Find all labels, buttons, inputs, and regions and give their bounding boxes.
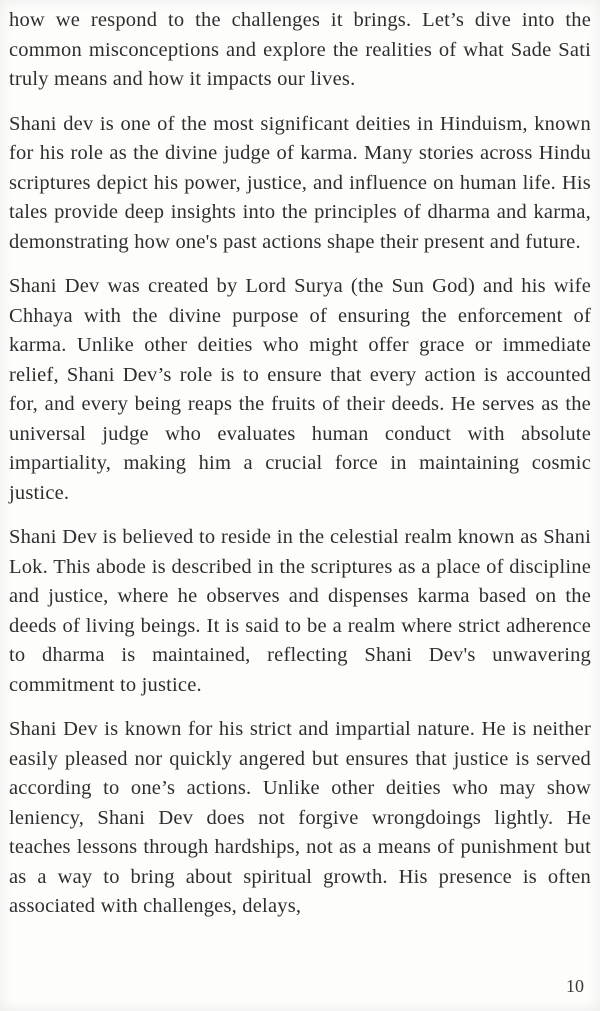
paragraph-shani-dev-significance: Shani dev is one of the most significant deities in Hinduism, known for his role as the divine judge of karma. Many stories across Hindu scriptures depict his power, justice, and influence on human life. His tales provide deep insights into the principles of dharma and karma, demonstrating how one's past actions shape their present and future. bbox=[9, 112, 591, 253]
page-number: 10 bbox=[566, 976, 584, 996]
paragraph-shani-dev-nature: Shani Dev is known for his strict and impartial nature. He is neither easily pleased nor quickly angered but ensures that justice is served according to one’s actions. Unlike other deities who may show leniency, Shani Dev does not forgive wrongdoings lightly. He teaches lessons through hardships, not as a means of punishment but as a way to bring about spiritual growth. His presence is often associated with challenges, delays, bbox=[9, 718, 591, 917]
paragraph-shani-lok: Shani Dev is believed to reside in the celestial realm known as Shani Lok. This abode is described in the scriptures as a place of discipline and justice, where he observes and dispenses karma based on the deeds of living beings. It is said to be a realm where strict adherence to dharma is maintained, reflecting Shani Dev's unwavering commitment to justice. bbox=[9, 526, 591, 696]
paragraph-shani-dev-origin: Shani Dev was created by Lord Surya (the Sun God) and his wife Chhaya with the divine purpose of ensuring the enforcement of karma. Unlike other deities who might offer grace or immediate relief, Shani Dev’s role is to ensure that every action is accounted for, and every being reaps the fruits of their deeds. He serves as the universal judge who evaluates human conduct with absolute impartiality, making him a crucial force in maintaining cosmic justice. bbox=[9, 275, 591, 504]
page-body-text bbox=[9, 6, 591, 922]
paragraph-sade-sati-intro: how we respond to the challenges it brings. Let’s dive into the common misconceptions and explore the realities of what Sade Sati truly means and how it impacts our lives. bbox=[9, 9, 591, 90]
